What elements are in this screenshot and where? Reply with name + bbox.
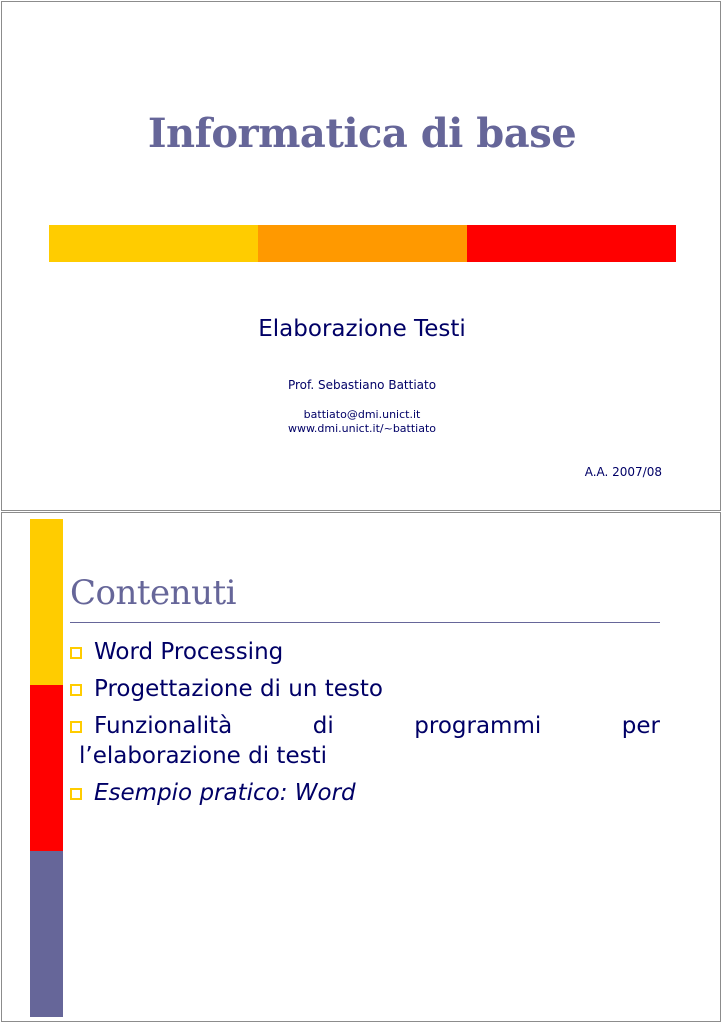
contents-list <box>70 637 660 815</box>
list-item <box>70 674 660 704</box>
word: Funzionalità <box>94 713 233 739</box>
color-band-red <box>467 225 676 262</box>
list-item <box>70 711 660 771</box>
side-bar-yellow <box>30 519 63 685</box>
list-item <box>70 778 660 808</box>
list-item <box>70 637 660 667</box>
color-band-orange <box>258 225 467 262</box>
title-slide <box>1 1 721 511</box>
square-bullet-icon <box>70 721 82 733</box>
square-bullet-icon <box>70 788 82 800</box>
square-bullet-icon <box>70 647 82 659</box>
slide-title: Contenuti <box>70 573 236 613</box>
word: per <box>621 713 660 739</box>
author-name: Prof. Sebastiano Battiato <box>287 378 437 392</box>
presentation-subtitle: Elaborazione Testi <box>258 316 466 342</box>
list-item-text: Progettazione di un testo <box>94 676 383 702</box>
list-item-text: Word Processing <box>94 639 284 665</box>
author-email[interactable]: battiato@dmi.unict.it <box>303 408 421 421</box>
color-band-yellow <box>49 225 258 262</box>
list-item-text-line1 <box>94 711 660 741</box>
word: di <box>312 713 334 739</box>
word: programmi <box>414 713 542 739</box>
contents-slide <box>1 512 721 1022</box>
academic-year: A.A. 2007/08 <box>584 465 662 479</box>
author-website[interactable]: www.dmi.unict.it/~battiato <box>287 422 437 435</box>
list-item-text: Esempio pratico: Word <box>94 780 356 806</box>
presentation-title: Informatica di base <box>147 110 577 157</box>
side-bar-red <box>30 685 63 851</box>
list-item-text-line2: l’elaborazione di testi <box>79 743 327 769</box>
square-bullet-icon <box>70 684 82 696</box>
title-underline <box>70 622 660 623</box>
side-bar-purple <box>30 851 63 1017</box>
